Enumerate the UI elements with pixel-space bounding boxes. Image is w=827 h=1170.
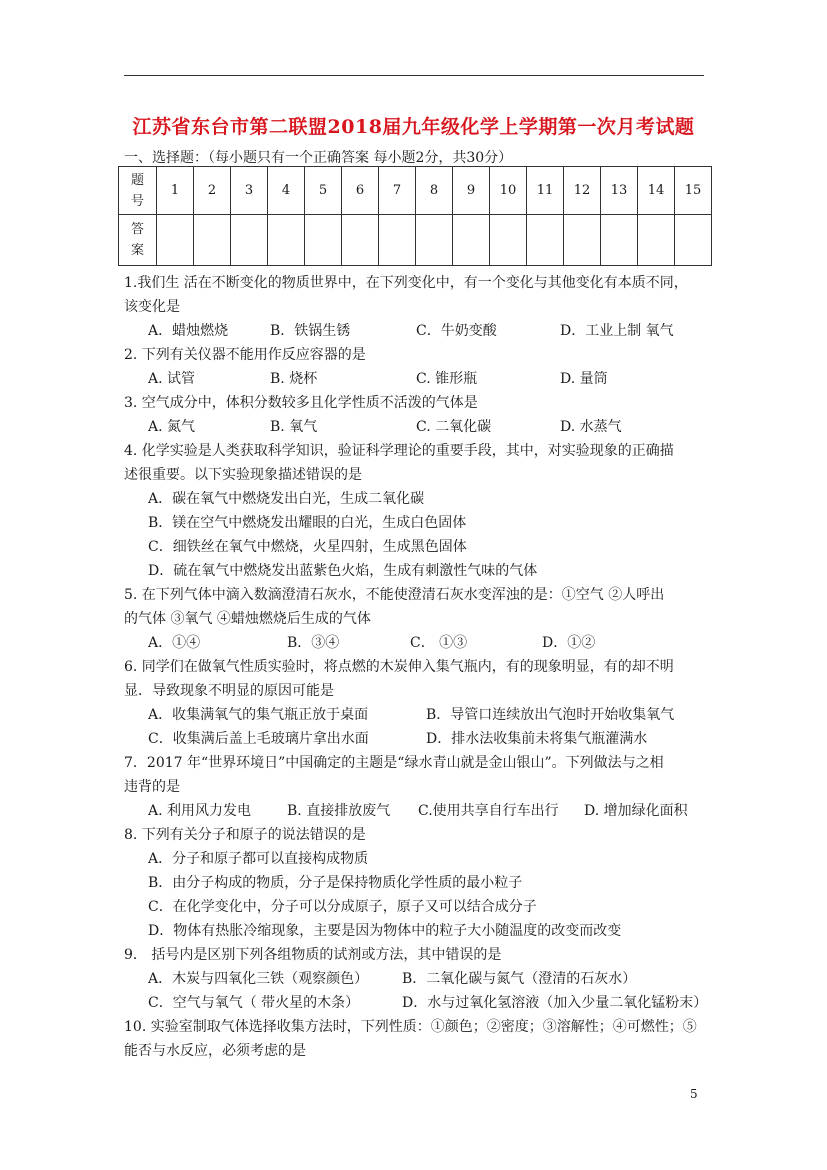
page-title: 江苏省东台市第二联盟2018届九年级化学上学期第一次月考试题 bbox=[132, 116, 695, 138]
q7-option-d: D. 增加绿化面积 bbox=[584, 803, 688, 819]
number-cell: 3 bbox=[231, 167, 268, 215]
section-heading: 一、选择题：（每小题只有一个正确答案 每小题2分，共30分） bbox=[124, 150, 513, 166]
table-row-answers bbox=[119, 215, 712, 266]
question-5-line-2: 的气体 ③氧气 ④蜡烛燃烧后生成的气体 bbox=[124, 611, 371, 627]
number-cell: 9 bbox=[453, 167, 490, 215]
header-cell-number: 题 号 bbox=[119, 167, 157, 215]
number-cell: 8 bbox=[416, 167, 453, 215]
q5-option-a: A．①④ bbox=[148, 635, 201, 651]
q8-option-c: C．在化学变化中，分子可以分成原子，原子又可以结合成分子 bbox=[148, 899, 537, 915]
answer-cell[interactable] bbox=[527, 215, 564, 266]
answer-cell[interactable] bbox=[268, 215, 305, 266]
answer-cell[interactable] bbox=[194, 215, 231, 266]
question-6-line-2: 显．导致现象不明显的原因可能是 bbox=[124, 683, 334, 699]
number-cell: 10 bbox=[490, 167, 527, 215]
q7-option-a: A. 利用风力发电 bbox=[148, 803, 252, 819]
question-4-line-2: 述很重要。以下实验现象描述错误的是 bbox=[124, 467, 362, 483]
q5-option-b: B．③④ bbox=[287, 635, 340, 651]
q9-option-b: B．二氧化碳与氮气（澄清的石灰水） bbox=[402, 971, 637, 987]
question-1-line-2: 该变化是 bbox=[124, 299, 180, 315]
number-cell: 4 bbox=[268, 167, 305, 215]
question-2-line-1: 2. 下列有关仪器不能用作反应容器的是 bbox=[124, 347, 366, 363]
question-1-line-1: 1.我们生 活在不断变化的物质世界中，在下列变化中，有一个变化与其他变化有本质不同， bbox=[124, 275, 688, 291]
q9-option-a: A．木炭与四氧化三铁（观察颜色） bbox=[148, 971, 369, 987]
question-6-line-1: 6. 同学们在做氧气性质实验时，将点燃的木炭伸入集气瓶内，有的现象明显，有的却不明 bbox=[124, 659, 674, 675]
q4-option-c: C．细铁丝在氧气中燃烧，火星四射，生成黑色固体 bbox=[148, 539, 467, 555]
answer-cell[interactable] bbox=[564, 215, 601, 266]
q5-option-c: C． ①③ bbox=[410, 635, 468, 651]
number-cell: 7 bbox=[379, 167, 416, 215]
question-4-line-1: 4. 化学实验是人类获取科学知识，验证科学理论的重要手段，其中，对实验现象的正确描 bbox=[124, 443, 674, 459]
q3-option-c: C. 二氧化碳 bbox=[416, 419, 492, 435]
question-7-line-2: 违背的是 bbox=[124, 779, 180, 795]
answer-cell[interactable] bbox=[379, 215, 416, 266]
answer-cell[interactable] bbox=[342, 215, 379, 266]
number-cell: 13 bbox=[601, 167, 638, 215]
q8-option-b: B．由分子构成的物质，分子是保持物质化学性质的最小粒子 bbox=[148, 875, 523, 891]
q7-option-c: C.使用共享自行车出行 bbox=[418, 803, 559, 819]
number-cell: 15 bbox=[675, 167, 712, 215]
q6-option-b: B．导管口连续放出气泡时开始收集氧气 bbox=[426, 707, 675, 723]
q2-option-b: B. 烧杯 bbox=[270, 371, 318, 387]
number-cell: 5 bbox=[305, 167, 342, 215]
q7-option-b: B. 直接排放废气 bbox=[287, 803, 391, 819]
q9-option-c: C．空气与氧气（ 带火星的木条） bbox=[148, 995, 360, 1011]
q6-option-a: A．收集满氧气的集气瓶正放于桌面 bbox=[148, 707, 369, 723]
q4-option-a: A．碳在氧气中燃烧发出白光，生成二氧化碳 bbox=[148, 491, 425, 507]
answer-cell[interactable] bbox=[601, 215, 638, 266]
q9-option-d: D．水与过氧化氢溶液（加入少量二氧化锰粉末） bbox=[402, 995, 708, 1011]
q8-option-d: D．物体有热胀冷缩现象，主要是因为物体中的粒子大小随温度的改变而改变 bbox=[148, 923, 622, 939]
q1-option-b: B．铁锅生锈 bbox=[270, 323, 351, 339]
answer-cell[interactable] bbox=[638, 215, 675, 266]
question-8-line-1: 8. 下列有关分子和原子的说法错误的是 bbox=[124, 827, 366, 843]
answer-cell[interactable] bbox=[157, 215, 194, 266]
answer-cell[interactable] bbox=[305, 215, 342, 266]
table-row-numbers bbox=[119, 167, 712, 215]
q2-option-a: A. 试管 bbox=[148, 371, 196, 387]
q1-option-c: C．牛奶变酸 bbox=[416, 323, 497, 339]
number-cell: 6 bbox=[342, 167, 379, 215]
q6-option-d: D．排水法收集前未将集气瓶灌满水 bbox=[426, 731, 648, 747]
q1-option-d: D．工业上制 氧气 bbox=[560, 323, 674, 339]
number-cell: 12 bbox=[564, 167, 601, 215]
answer-cell[interactable] bbox=[231, 215, 268, 266]
question-10-line-2: 能否与水反应，必须考虑的是 bbox=[124, 1043, 306, 1059]
question-9-line-1: 9． 括号内是区别下列各组物质的试剂或方法，其中错误的是 bbox=[124, 947, 502, 963]
answer-cell[interactable] bbox=[490, 215, 527, 266]
number-cell: 2 bbox=[194, 167, 231, 215]
question-5-line-1: 5. 在下列气体中滴入数滴澄清石灰水，不能使澄清石灰水变浑浊的是：①空气 ②人呼出 bbox=[124, 587, 665, 603]
q4-option-d: D．硫在氧气中燃烧发出蓝紫色火焰，生成有刺激性气味的气体 bbox=[148, 563, 538, 579]
q6-option-c: C．收集满后盖上毛玻璃片拿出水面 bbox=[148, 731, 369, 747]
q1-option-a: A．蜡烛燃烧 bbox=[148, 323, 229, 339]
number-cell: 14 bbox=[638, 167, 675, 215]
question-3-line-1: 3. 空气成分中，体积分数较多且化学性质不活泼的气体是 bbox=[124, 395, 478, 411]
q3-option-d: D. 水蒸气 bbox=[560, 419, 622, 435]
q2-option-c: C. 锥形瓶 bbox=[416, 371, 478, 387]
question-7-line-1: 7．2017 年“世界环境日”中国确定的主题是“绿水青山就是金山银山”。下列做法与之相 bbox=[124, 755, 664, 771]
question-10-line-1: 10. 实验室制取气体选择收集方法时，下列性质：①颜色；②密度；③溶解性；④可燃性；⑤ bbox=[124, 1019, 697, 1035]
header-rule bbox=[124, 75, 704, 76]
number-cell: 1 bbox=[157, 167, 194, 215]
q4-option-b: B．镁在空气中燃烧发出耀眼的白光，生成白色固体 bbox=[148, 515, 467, 531]
q3-option-b: B. 氧气 bbox=[270, 419, 318, 435]
q8-option-a: A．分子和原子都可以直接构成物质 bbox=[148, 851, 369, 867]
answer-cell[interactable] bbox=[675, 215, 712, 266]
q5-option-d: D．①② bbox=[542, 635, 596, 651]
answer-table bbox=[118, 166, 712, 266]
q3-option-a: A. 氮气 bbox=[148, 419, 196, 435]
q2-option-d: D. 量筒 bbox=[560, 371, 608, 387]
number-cell: 11 bbox=[527, 167, 564, 215]
page-number: 5 bbox=[690, 1087, 698, 1101]
header-cell-answer: 答 案 bbox=[119, 215, 157, 266]
answer-cell[interactable] bbox=[453, 215, 490, 266]
answer-cell[interactable] bbox=[416, 215, 453, 266]
